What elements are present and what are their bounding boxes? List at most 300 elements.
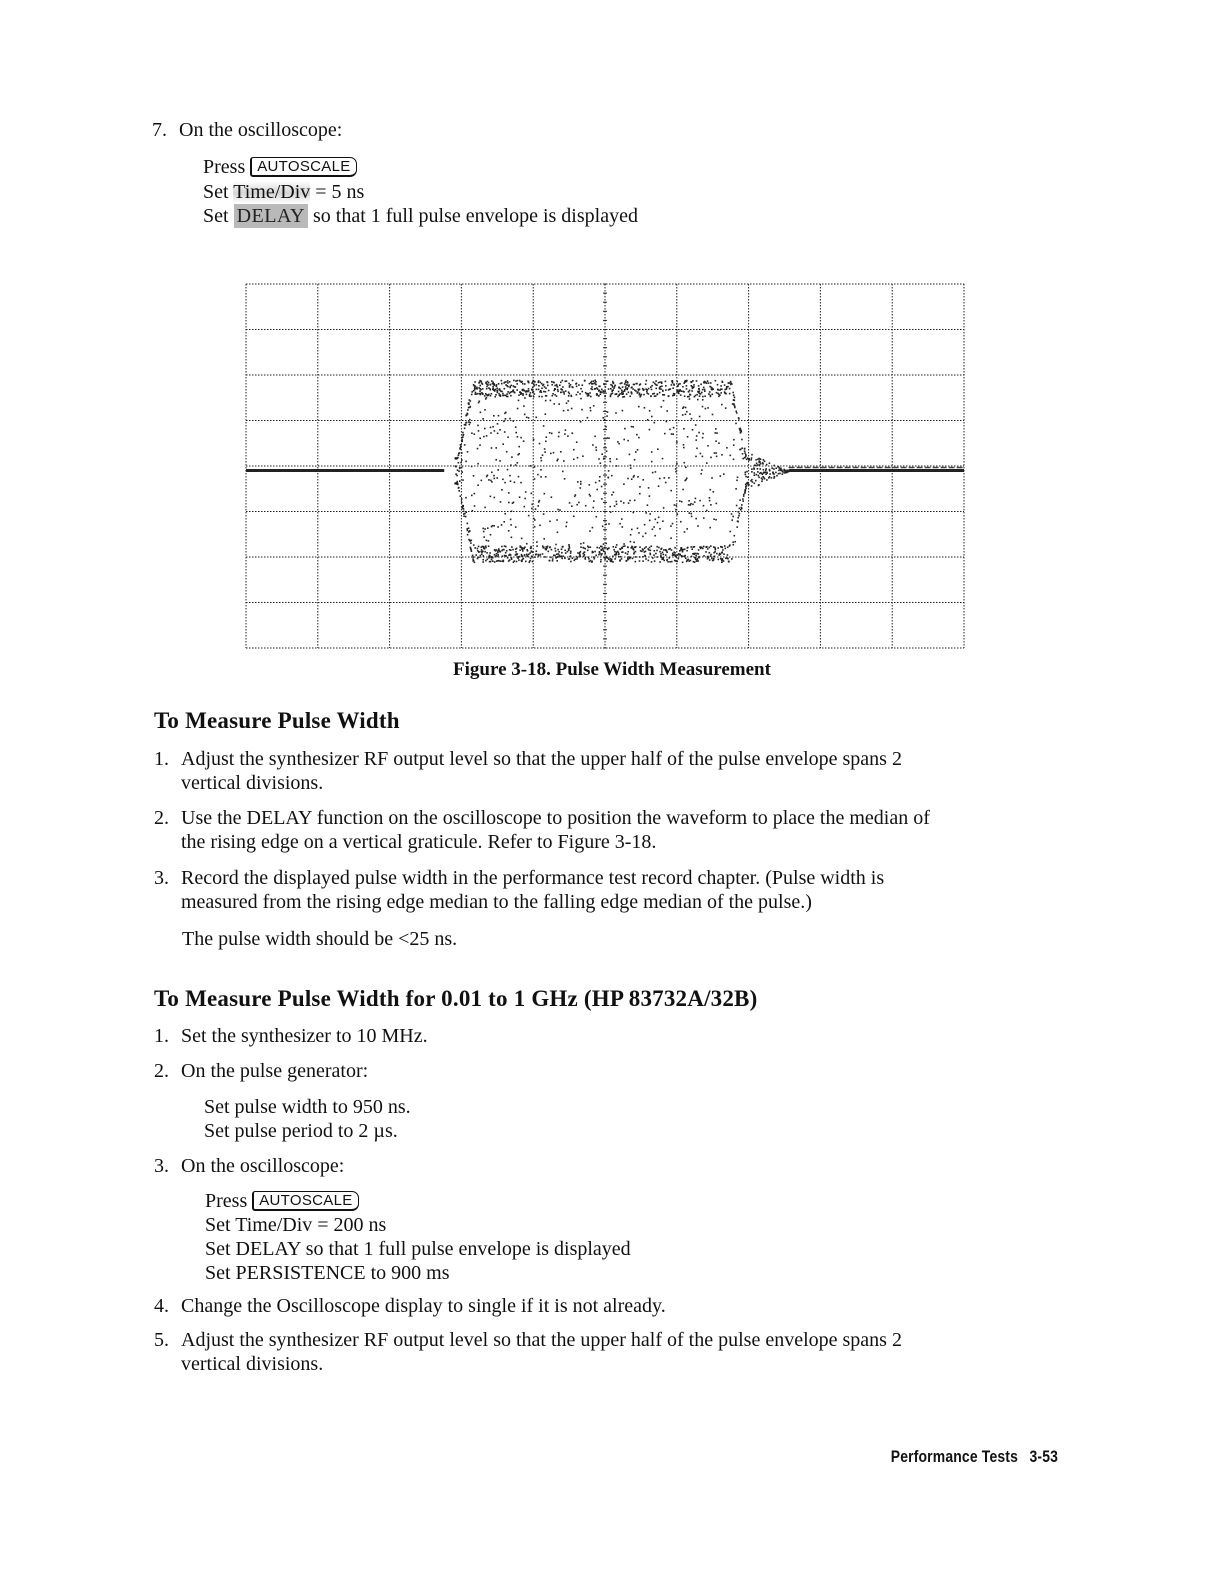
waveform-sample xyxy=(745,474,747,476)
waveform-sample xyxy=(531,556,533,558)
waveform-sample xyxy=(588,547,590,549)
waveform-sample xyxy=(614,385,616,387)
waveform-sample xyxy=(535,553,537,555)
pulse-width-note: The pulse width should be <25 ns. xyxy=(182,928,458,950)
waveform-tail-sample xyxy=(759,458,761,460)
waveform-sample xyxy=(655,553,657,555)
waveform-sample xyxy=(473,475,475,477)
waveform-sample xyxy=(639,546,641,548)
waveform-sample xyxy=(560,555,562,557)
step-number: 3. xyxy=(154,1155,169,1177)
waveform-sample xyxy=(626,389,628,391)
waveform-sample xyxy=(627,551,629,553)
waveform-sample xyxy=(640,395,642,397)
waveform-sample xyxy=(700,384,702,386)
waveform-sample xyxy=(515,432,517,434)
waveform-sample xyxy=(510,392,512,394)
waveform-tail-sample xyxy=(765,470,767,472)
waveform-sample xyxy=(578,502,580,504)
waveform-sample xyxy=(583,542,585,544)
persistence-setting: Set PERSISTENCE to 900 ms xyxy=(205,1262,450,1284)
waveform-sample xyxy=(489,561,491,563)
waveform-sample xyxy=(731,513,733,515)
waveform-sample xyxy=(633,476,635,478)
waveform-sample xyxy=(521,556,523,558)
waveform-sample xyxy=(686,559,688,561)
waveform-sample xyxy=(467,409,469,411)
waveform-sample xyxy=(631,391,633,393)
waveform-sample xyxy=(524,546,526,548)
waveform-sample xyxy=(486,540,488,542)
waveform-sample xyxy=(508,492,510,494)
waveform-sample xyxy=(692,553,694,555)
waveform-sample xyxy=(709,552,711,554)
waveform-sample xyxy=(623,543,625,545)
waveform-sample xyxy=(561,552,563,554)
waveform-sample xyxy=(462,479,464,481)
waveform-sample xyxy=(745,476,747,478)
waveform-sample xyxy=(694,553,696,555)
waveform-sample xyxy=(589,383,591,385)
waveform-tail-sample xyxy=(759,464,761,466)
waveform-sample xyxy=(580,543,582,545)
waveform-sample xyxy=(692,380,694,382)
waveform-tail-sample xyxy=(766,464,768,466)
waveform-sample xyxy=(535,417,537,419)
waveform-sample xyxy=(718,559,720,561)
waveform-sample xyxy=(596,449,598,451)
waveform-sample xyxy=(539,396,541,398)
waveform-sample xyxy=(490,480,492,482)
waveform-sample xyxy=(668,557,670,559)
waveform-sample xyxy=(482,559,484,561)
waveform-tail-sample xyxy=(787,471,789,473)
waveform-sample xyxy=(745,488,747,490)
waveform-sample xyxy=(534,393,536,395)
waveform-sample xyxy=(458,487,460,489)
waveform-sample xyxy=(600,561,602,563)
step-text: Change the Oscilloscope display to single if it is not already. xyxy=(181,1295,666,1317)
waveform-sample xyxy=(483,536,485,538)
waveform-sample xyxy=(672,395,674,397)
waveform-sample xyxy=(649,513,651,515)
waveform-sample xyxy=(731,519,733,521)
waveform-sample xyxy=(630,467,632,469)
waveform-sample xyxy=(574,496,576,498)
waveform-sample xyxy=(710,545,712,547)
waveform-sample xyxy=(492,382,494,384)
waveform-sample xyxy=(649,410,651,412)
waveform-sample xyxy=(719,553,721,555)
waveform-sample xyxy=(532,551,534,553)
waveform-sample xyxy=(694,396,696,398)
waveform-tail-sample xyxy=(769,473,771,475)
waveform-sample xyxy=(727,547,729,549)
waveform-sample xyxy=(635,561,637,563)
waveform-sample xyxy=(477,463,479,465)
waveform-sample xyxy=(465,497,467,499)
waveform-tail-sample xyxy=(751,468,753,470)
waveform-tail-sample xyxy=(750,459,752,461)
waveform-sample xyxy=(663,507,665,509)
waveform-sample xyxy=(491,472,493,474)
waveform-sample xyxy=(689,398,691,400)
waveform-sample xyxy=(696,553,698,555)
waveform-sample xyxy=(727,554,729,556)
waveform-sample xyxy=(600,462,602,464)
waveform-sample xyxy=(477,393,479,395)
waveform-sample xyxy=(553,390,555,392)
waveform-sample xyxy=(518,394,520,396)
waveform-sample xyxy=(702,433,704,435)
waveform-sample xyxy=(494,396,496,398)
waveform-sample xyxy=(725,548,727,550)
waveform-sample xyxy=(633,512,635,514)
waveform-sample xyxy=(557,459,559,461)
waveform-sample xyxy=(493,415,495,417)
waveform-sample xyxy=(635,556,637,558)
waveform-tail-sample xyxy=(757,471,759,473)
waveform-sample xyxy=(606,561,608,563)
waveform-sample xyxy=(703,546,705,548)
waveform-sample xyxy=(504,413,506,415)
waveform-sample xyxy=(617,441,619,443)
waveform-sample xyxy=(683,447,685,449)
waveform-sample xyxy=(511,456,513,458)
waveform-sample xyxy=(660,548,662,550)
waveform-sample xyxy=(608,388,610,390)
waveform-sample xyxy=(603,551,605,553)
step-number: 5. xyxy=(154,1329,169,1351)
waveform-sample xyxy=(516,561,518,563)
waveform-sample xyxy=(656,556,658,558)
waveform-sample xyxy=(522,383,524,385)
waveform-sample xyxy=(542,545,544,547)
waveform-sample xyxy=(538,380,540,382)
waveform-sample xyxy=(733,439,735,441)
waveform-sample xyxy=(558,403,560,405)
waveform-sample xyxy=(649,547,651,549)
waveform-sample xyxy=(691,556,693,558)
waveform-sample xyxy=(474,547,476,549)
waveform-sample xyxy=(544,556,546,558)
waveform-sample xyxy=(548,551,550,553)
waveform-sample xyxy=(657,522,659,524)
waveform-sample xyxy=(736,505,738,507)
waveform-sample xyxy=(503,421,505,423)
waveform-sample xyxy=(483,531,485,533)
waveform-sample xyxy=(682,386,684,388)
waveform-sample xyxy=(557,389,559,391)
waveform-sample xyxy=(695,555,697,557)
waveform-tail-sample xyxy=(751,479,753,481)
step-number: 7. xyxy=(152,119,167,141)
waveform-sample xyxy=(720,558,722,560)
waveform-sample xyxy=(648,549,650,551)
waveform-sample xyxy=(672,553,674,555)
waveform-sample xyxy=(587,556,589,558)
waveform-sample xyxy=(665,554,667,556)
waveform-sample xyxy=(651,416,653,418)
waveform-sample xyxy=(650,395,652,397)
waveform-sample xyxy=(629,500,631,502)
waveform-sample xyxy=(568,546,570,548)
waveform-sample xyxy=(488,540,490,542)
waveform-sample xyxy=(685,467,687,469)
waveform-sample xyxy=(744,452,746,454)
waveform-sample xyxy=(595,555,597,557)
waveform-sample xyxy=(652,557,654,559)
waveform-sample xyxy=(478,430,480,432)
waveform-sample xyxy=(526,394,528,396)
waveform-sample xyxy=(726,388,728,390)
waveform-sample xyxy=(550,400,552,402)
waveform-sample xyxy=(665,549,667,551)
waveform-sample xyxy=(577,552,579,554)
waveform-tail-sample xyxy=(759,468,761,470)
waveform-sample xyxy=(709,527,711,529)
waveform-sample xyxy=(660,555,662,557)
waveform-sample xyxy=(697,391,699,393)
waveform-sample xyxy=(484,528,486,530)
waveform-sample xyxy=(590,495,592,497)
waveform-sample xyxy=(721,551,723,553)
waveform-sample xyxy=(688,504,690,506)
waveform-sample xyxy=(511,557,513,559)
waveform-sample xyxy=(515,380,517,382)
waveform-sample xyxy=(600,559,602,561)
waveform-sample xyxy=(713,518,715,520)
waveform-sample xyxy=(603,383,605,385)
waveform-sample xyxy=(517,454,519,456)
waveform-sample xyxy=(467,530,469,532)
waveform-sample xyxy=(645,533,647,535)
waveform-sample xyxy=(634,546,636,548)
waveform-sample xyxy=(676,561,678,563)
waveform-sample xyxy=(643,549,645,551)
waveform-sample xyxy=(618,395,620,397)
waveform-sample xyxy=(507,382,509,384)
waveform-sample xyxy=(634,459,636,461)
waveform-sample xyxy=(469,540,471,542)
waveform-sample xyxy=(484,507,486,509)
waveform-sample xyxy=(635,451,637,453)
waveform-sample xyxy=(674,393,676,395)
waveform-sample xyxy=(542,553,544,555)
step-text-line: vertical divisions. xyxy=(181,772,324,794)
waveform-sample xyxy=(504,482,506,484)
waveform-sample xyxy=(523,405,525,407)
waveform-sample xyxy=(742,498,744,500)
waveform-sample xyxy=(599,553,601,555)
waveform-sample xyxy=(601,549,603,551)
waveform-sample xyxy=(524,498,526,500)
waveform-sample xyxy=(470,548,472,550)
waveform-sample xyxy=(537,554,539,556)
waveform-sample xyxy=(659,561,661,563)
waveform-sample xyxy=(705,546,707,548)
waveform-sample xyxy=(502,443,504,445)
waveform-sample xyxy=(732,516,734,518)
waveform-sample xyxy=(568,395,570,397)
waveform-sample xyxy=(621,558,623,560)
waveform-sample xyxy=(501,380,503,382)
waveform-sample xyxy=(478,382,480,384)
waveform-sample xyxy=(550,557,552,559)
waveform-sample xyxy=(516,553,518,555)
waveform-sample xyxy=(509,549,511,551)
waveform-sample xyxy=(716,432,718,434)
step-text-line: Adjust the synthesizer RF output level so that the upper half of the pulse envelope spans 2 xyxy=(181,1329,902,1351)
waveform-sample xyxy=(541,383,543,385)
waveform-sample xyxy=(534,381,536,383)
waveform-tail-sample xyxy=(759,473,761,475)
waveform-sample xyxy=(515,551,517,553)
waveform-sample xyxy=(645,551,647,553)
waveform-sample xyxy=(543,391,545,393)
waveform-sample xyxy=(641,551,643,553)
waveform-sample xyxy=(532,561,534,563)
waveform-sample xyxy=(536,384,538,386)
waveform-sample xyxy=(659,551,661,553)
waveform-sample xyxy=(502,479,504,481)
waveform-sample xyxy=(497,560,499,562)
waveform-sample xyxy=(639,556,641,558)
waveform-sample xyxy=(487,559,489,561)
step-number: 4. xyxy=(154,1295,169,1317)
waveform-sample xyxy=(551,384,553,386)
waveform-sample xyxy=(644,547,646,549)
waveform-sample xyxy=(562,380,564,382)
waveform-sample xyxy=(631,426,633,428)
waveform-sample xyxy=(611,559,613,561)
waveform-sample xyxy=(712,560,714,562)
waveform-sample xyxy=(651,389,653,391)
waveform-sample xyxy=(523,389,525,391)
waveform-sample xyxy=(557,391,559,393)
waveform-sample xyxy=(593,507,595,509)
waveform-sample xyxy=(700,473,702,475)
waveform-sample xyxy=(474,387,476,389)
waveform-sample xyxy=(614,505,616,507)
waveform-sample xyxy=(611,494,613,496)
page-footer xyxy=(879,1447,1058,1467)
waveform-sample xyxy=(484,551,486,553)
waveform-sample xyxy=(487,527,489,529)
waveform-sample xyxy=(604,558,606,560)
waveform-sample xyxy=(696,435,698,437)
waveform-sample xyxy=(558,436,560,438)
waveform-sample xyxy=(624,545,626,547)
waveform-sample xyxy=(467,451,469,453)
waveform-sample xyxy=(554,548,556,550)
waveform-sample xyxy=(687,547,689,549)
waveform-sample xyxy=(614,558,616,560)
waveform-sample xyxy=(524,383,526,385)
waveform-sample xyxy=(685,414,687,416)
waveform-sample xyxy=(466,511,468,513)
waveform-sample xyxy=(660,386,662,388)
waveform-sample xyxy=(521,554,523,556)
waveform-tail-sample xyxy=(757,468,759,470)
waveform-sample xyxy=(505,555,507,557)
waveform-tail-sample xyxy=(778,466,780,468)
waveform-sample xyxy=(593,500,595,502)
waveform-sample xyxy=(460,444,462,446)
waveform-sample xyxy=(660,388,662,390)
waveform-sample xyxy=(665,482,667,484)
waveform-sample xyxy=(479,385,481,387)
waveform-sample xyxy=(507,386,509,388)
waveform-sample xyxy=(610,388,612,390)
waveform-sample xyxy=(631,386,633,388)
waveform-sample xyxy=(562,471,564,473)
waveform-sample xyxy=(659,392,661,394)
waveform-sample xyxy=(576,441,578,443)
waveform-sample xyxy=(588,558,590,560)
waveform-sample xyxy=(580,487,582,489)
waveform-sample xyxy=(708,393,710,395)
waveform-sample xyxy=(684,531,686,533)
waveform-sample xyxy=(487,384,489,386)
waveform-sample xyxy=(699,393,701,395)
waveform-sample xyxy=(496,388,498,390)
press-label: Press xyxy=(203,156,246,178)
waveform-sample xyxy=(582,391,584,393)
waveform-sample xyxy=(598,458,600,460)
waveform-sample xyxy=(475,554,477,556)
waveform-sample xyxy=(636,434,638,436)
waveform-sample xyxy=(477,550,479,552)
waveform-sample xyxy=(521,561,523,563)
waveform-tail-sample xyxy=(778,470,780,472)
waveform-sample xyxy=(510,519,512,521)
waveform-sample xyxy=(533,396,535,398)
waveform-sample xyxy=(584,551,586,553)
waveform-sample xyxy=(653,526,655,528)
waveform-sample xyxy=(713,558,715,560)
waveform-sample xyxy=(723,473,725,475)
waveform-sample xyxy=(497,423,499,425)
waveform-sample xyxy=(529,561,531,563)
waveform-sample xyxy=(624,390,626,392)
waveform-sample xyxy=(498,415,500,417)
pulse-width-setting: Set pulse width to 950 ns. xyxy=(204,1096,411,1118)
waveform-sample xyxy=(576,394,578,396)
waveform-sample xyxy=(497,554,499,556)
waveform-sample xyxy=(559,384,561,386)
waveform-sample xyxy=(549,560,551,562)
waveform-sample xyxy=(661,385,663,387)
waveform-sample xyxy=(515,426,517,428)
waveform-sample xyxy=(500,501,502,503)
waveform-sample xyxy=(497,392,499,394)
waveform-sample xyxy=(621,390,623,392)
waveform-sample xyxy=(645,558,647,560)
waveform-sample xyxy=(533,384,535,386)
waveform-sample xyxy=(562,386,564,388)
waveform-tail-sample xyxy=(766,479,768,481)
waveform-sample xyxy=(540,390,542,392)
waveform-sample xyxy=(612,386,614,388)
waveform-sample xyxy=(696,559,698,561)
waveform-tail-sample xyxy=(782,473,784,475)
waveform-sample xyxy=(511,391,513,393)
waveform-sample xyxy=(486,476,488,478)
waveform-tail-sample xyxy=(784,472,786,474)
set-label: Set xyxy=(203,181,229,203)
waveform-sample xyxy=(494,430,496,432)
